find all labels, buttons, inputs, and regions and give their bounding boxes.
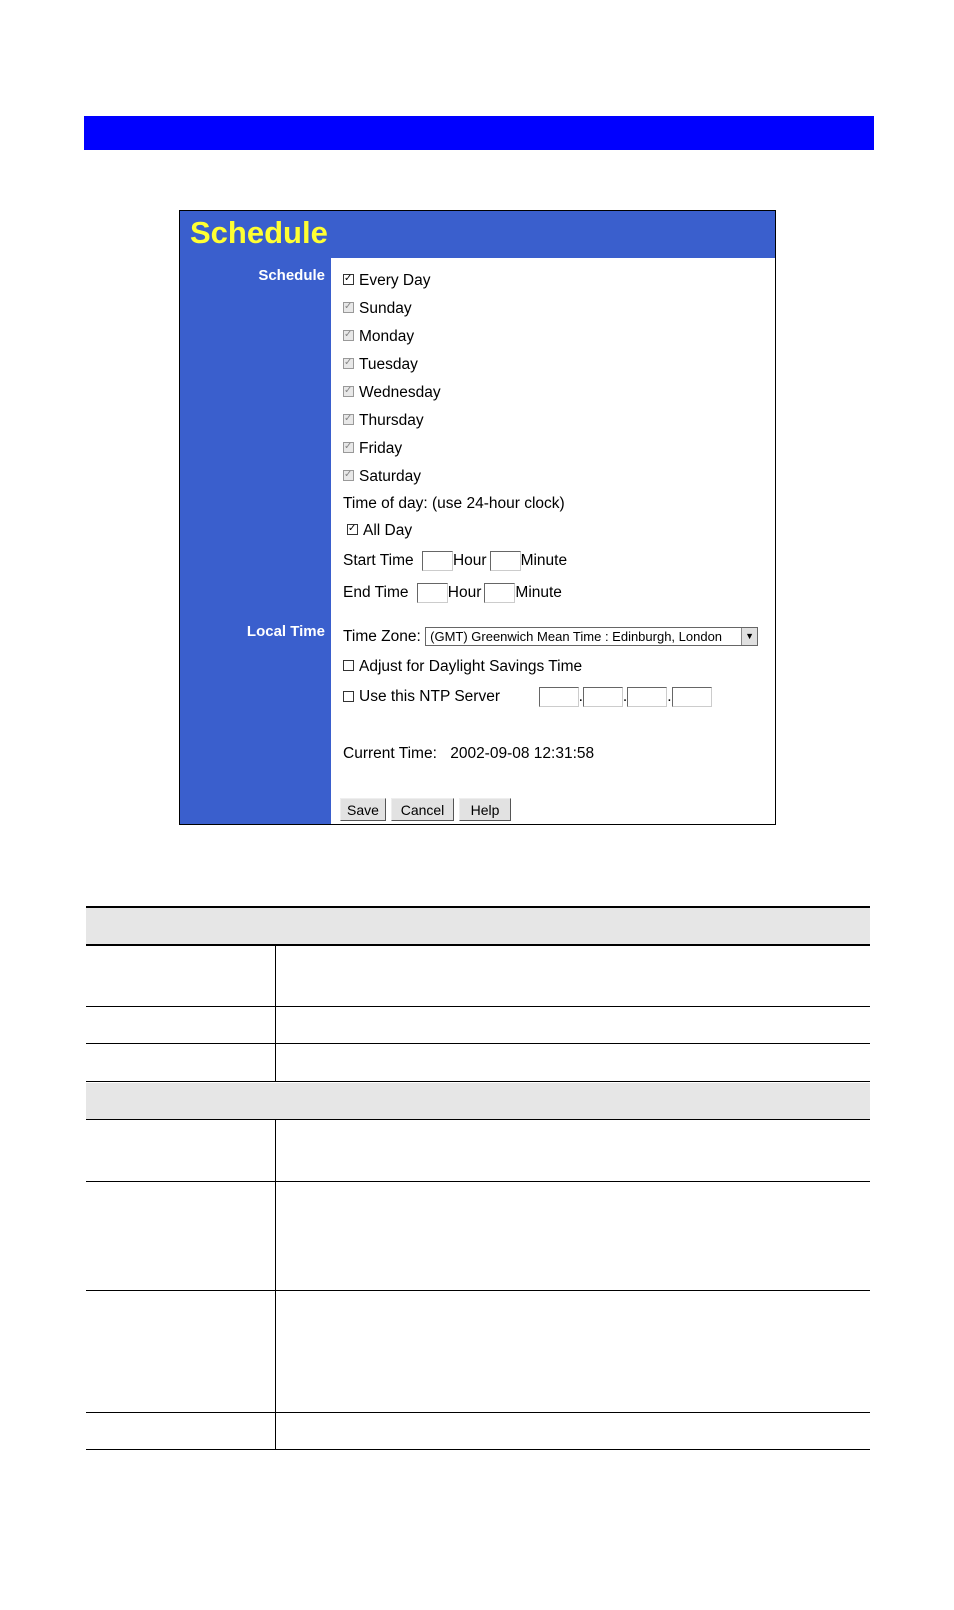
checkbox-icon[interactable] xyxy=(343,691,354,702)
checkbox-icon[interactable] xyxy=(343,274,354,285)
tuesday-checkbox[interactable] xyxy=(343,355,418,375)
checkbox-icon[interactable] xyxy=(343,470,354,481)
friday-checkbox[interactable] xyxy=(343,439,402,459)
daylight-savings-checkbox[interactable] xyxy=(343,657,582,677)
screen-title: Schedule xyxy=(190,215,328,250)
ntp-ip-octet-4[interactable] xyxy=(672,687,712,707)
thursday-checkbox[interactable] xyxy=(343,411,424,431)
checkbox-icon[interactable] xyxy=(343,330,354,341)
time-zone-value: (GMT) Greenwich Mean Time : Edinburgh, London xyxy=(430,629,723,645)
end-hour-input[interactable] xyxy=(417,583,448,603)
ntp-ip-octet-2[interactable] xyxy=(583,687,623,707)
section-banner xyxy=(84,116,874,150)
friday-label: Friday xyxy=(359,440,403,457)
time-zone-row xyxy=(343,627,758,647)
sunday-label: Sunday xyxy=(359,300,412,317)
ntp-ip-octet-1[interactable] xyxy=(539,687,579,707)
every-day-label: Every Day xyxy=(359,272,431,289)
end-time-row xyxy=(343,583,562,603)
start-time-row xyxy=(343,551,567,571)
wednesday-checkbox[interactable] xyxy=(343,383,441,403)
start-minute-input[interactable] xyxy=(490,551,521,571)
ntp-ip-octet-3[interactable] xyxy=(627,687,667,707)
current-time-value: 2002-09-08 12:31:58 xyxy=(450,745,595,762)
wednesday-label: Wednesday xyxy=(359,384,441,401)
minute-label: Minute xyxy=(520,552,568,570)
checkbox-icon[interactable] xyxy=(343,414,354,425)
checkbox-icon[interactable] xyxy=(343,660,354,671)
ntp-server-label: Use this NTP Server xyxy=(359,688,500,706)
current-time-label: Current Time: xyxy=(343,745,437,762)
checkbox-icon[interactable] xyxy=(347,524,358,535)
monday-checkbox[interactable] xyxy=(343,327,414,347)
all-day-checkbox[interactable] xyxy=(347,521,412,541)
time-zone-select[interactable] xyxy=(425,627,758,646)
saturday-label: Saturday xyxy=(359,468,422,485)
end-minute-input[interactable] xyxy=(484,583,515,603)
all-day-label: All Day xyxy=(363,522,413,539)
current-time-row xyxy=(343,744,594,764)
save-button[interactable]: Save xyxy=(340,798,386,821)
schedule-screen xyxy=(179,210,776,825)
end-time-label: End Time xyxy=(343,584,409,602)
thursday-label: Thursday xyxy=(359,412,424,429)
time-zone-label: Time Zone: xyxy=(343,628,421,645)
start-time-label: Start Time xyxy=(343,552,414,570)
daylight-savings-label: Adjust for Daylight Savings Time xyxy=(359,658,583,675)
checkbox-icon[interactable] xyxy=(343,386,354,397)
cancel-button[interactable]: Cancel xyxy=(391,798,454,821)
saturday-checkbox[interactable] xyxy=(343,467,421,487)
hour-label: Hour xyxy=(452,552,487,570)
section-header-row xyxy=(86,1083,870,1119)
section-header-row xyxy=(86,908,870,944)
ntp-server-row: Use this NTP Server . . . xyxy=(343,687,712,707)
checkbox-icon[interactable] xyxy=(343,442,354,453)
schedule-section-label: Schedule xyxy=(258,267,325,284)
hour-label: Hour xyxy=(447,584,482,602)
minute-label: Minute xyxy=(515,584,562,602)
time-of-day-label: Time of day: (use 24-hour clock) xyxy=(343,495,565,512)
local-time-section-label: Local Time xyxy=(246,623,325,640)
sunday-checkbox[interactable] xyxy=(343,299,412,319)
monday-label: Monday xyxy=(359,328,415,345)
checkbox-icon[interactable] xyxy=(343,358,354,369)
screen-sidebar xyxy=(180,258,331,824)
checkbox-icon[interactable] xyxy=(343,302,354,313)
start-hour-input[interactable] xyxy=(422,551,453,571)
help-button[interactable]: Help xyxy=(459,798,511,821)
chevron-down-icon[interactable]: ▼ xyxy=(741,628,757,645)
tuesday-label: Tuesday xyxy=(359,356,418,373)
every-day-checkbox[interactable] xyxy=(343,271,431,291)
screen-header xyxy=(180,211,775,258)
screen-content xyxy=(331,258,775,824)
